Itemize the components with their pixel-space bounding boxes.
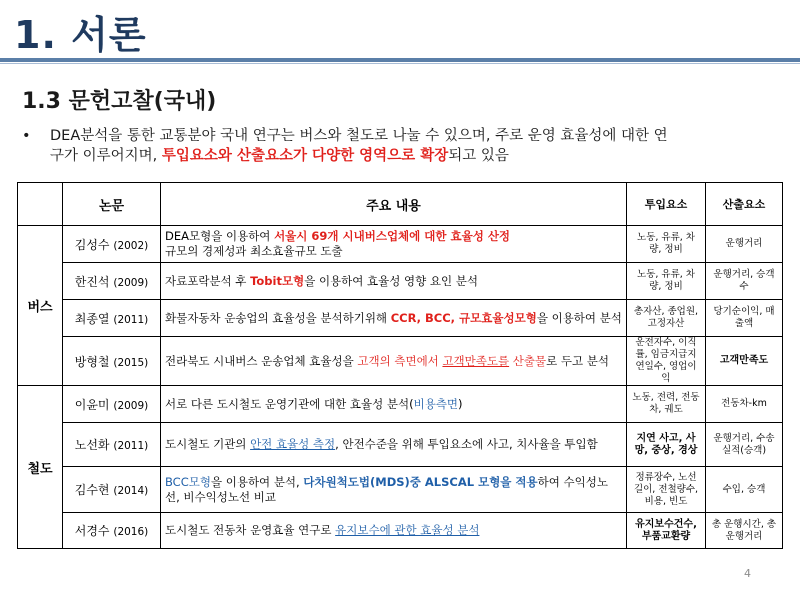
paper-cell <box>63 386 161 423</box>
output-cell: 운행거리 <box>706 226 783 263</box>
input-cell: 노동, 전력, 전동차, 궤도 <box>627 386 706 423</box>
output-cell: 당기순이익, 매출액 <box>706 300 783 337</box>
author: 김수현 <box>74 483 110 497</box>
page-title: 1. 서론 <box>14 13 147 57</box>
content-highlight-underlined: 고객만족도를 <box>442 353 510 368</box>
content-text: 로 두고 분석 <box>546 353 609 368</box>
section-subtitle: 1.3 문헌고찰(국내) <box>22 89 217 114</box>
content-highlight: 유지보수에 관한 효율성 분석 <box>335 523 480 537</box>
paper-cell <box>63 467 161 513</box>
content-cell <box>161 386 627 423</box>
output-cell: 전동차-km <box>706 386 783 423</box>
bullet-dot: • <box>22 128 31 144</box>
header-input: 투입요소 <box>627 183 706 226</box>
content-highlight: 비용측면 <box>413 396 459 411</box>
input-cell: 총자산, 종업원, 고정자산 <box>627 300 706 337</box>
table-header-row <box>18 183 783 226</box>
table-row <box>18 226 783 263</box>
input-cell: 운전자수, 이직률, 임금지급지연일수, 영업이익 <box>627 337 706 386</box>
header-content: 주요 내용 <box>161 183 627 226</box>
content-text: 을 이용하여 효율성 영향 요인 분석 <box>304 273 478 288</box>
year: (2009) <box>113 399 149 412</box>
content-text: 을 이용하여 분석 <box>536 310 622 325</box>
author: 방형철 <box>74 354 110 369</box>
year: (2011) <box>113 440 149 452</box>
paper-cell <box>63 513 161 549</box>
author: 노선화 <box>74 438 110 452</box>
author: 최종열 <box>74 311 110 326</box>
input-cell: 노동, 유류, 차량, 정비 <box>627 226 706 263</box>
output-cell: 운행거리, 수송실적(승객) <box>706 423 783 467</box>
output-cell: 수입, 승객 <box>706 467 783 513</box>
bullet-paragraph <box>22 126 782 166</box>
title-divider-thin <box>0 63 800 64</box>
year: (2009) <box>113 276 149 289</box>
paper-cell <box>63 337 161 386</box>
table-row <box>18 467 783 513</box>
paper-cell <box>63 423 161 467</box>
year: (2011) <box>113 313 149 326</box>
year: (2016) <box>113 526 149 538</box>
content-text: 도시철도 전동차 운영효율 연구로 <box>165 523 336 537</box>
table-row <box>18 263 783 300</box>
content-highlight-bold: 다차원척도법(MDS)중 ALSCAL 모형을 적용 <box>303 474 538 489</box>
output-cell: 고객만족도 <box>706 337 783 386</box>
input-cell: 정류장수, 노선길이, 전철량수, 비용, 빈도 <box>627 467 706 513</box>
content-highlight: Tobit모형 <box>250 273 305 288</box>
paper-cell <box>63 263 161 300</box>
input-cell: 지연 사고, 사망, 중상, 경상 <box>627 423 706 467</box>
table-row <box>18 337 783 386</box>
input-cell: 유지보수건수, 부품교환량 <box>627 513 706 549</box>
content-highlight: BCC모형 <box>165 474 211 489</box>
content-cell <box>161 300 627 337</box>
bullet-line-1: DEA분석을 통한 교통분야 국내 연구는 버스와 철도로 나눌 수 있으며, 주로 운영 효율성에 대한 연 <box>50 128 668 144</box>
content-text: 규모의 경제성과 최소효율규모 도출 <box>165 244 343 258</box>
content-text: ) <box>458 396 463 411</box>
author: 한진석 <box>74 274 110 289</box>
content-text: , 안전수준을 위해 투입요소에 사고, 치사율을 투입함 <box>335 437 598 451</box>
input-cell: 노동, 유류, 차량, 정비 <box>627 263 706 300</box>
literature-table <box>17 182 783 549</box>
year: (2015) <box>113 356 149 369</box>
table-row <box>18 423 783 467</box>
content-cell <box>161 263 627 300</box>
page-number: 4 <box>744 567 751 580</box>
content-text: 자료포락분석 후 <box>165 273 251 288</box>
content-highlight: CCR, BCC, 규모효율성모형 <box>390 310 537 325</box>
group-rail: 철도 <box>18 386 63 549</box>
header-group <box>18 183 63 226</box>
bullet-line-2-pre: 구가 이루어지며, <box>50 148 162 164</box>
bullet-emphasis: 투입요소와 산출요소가 다양한 영역으로 확장 <box>161 148 449 164</box>
content-cell <box>161 423 627 467</box>
content-highlight: 고객의 측면에서 <box>357 353 443 368</box>
table-row <box>18 300 783 337</box>
content-cell <box>161 467 627 513</box>
title-divider <box>0 58 800 62</box>
year: (2002) <box>113 239 149 252</box>
content-cell <box>161 513 627 549</box>
table-row <box>18 386 783 423</box>
paper-cell <box>63 300 161 337</box>
output-cell: 운행거리, 승객수 <box>706 263 783 300</box>
content-text: 화물자동차 운송업의 효율성을 분석하기위해 <box>165 310 391 325</box>
bullet-text <box>50 126 782 166</box>
bullet-line-2-post: 되고 있음 <box>448 148 509 164</box>
table-row <box>18 513 783 549</box>
year: (2014) <box>113 485 149 497</box>
header-paper: 논문 <box>63 183 161 226</box>
content-text: 전라북도 시내버스 운송업체 효율성을 <box>165 353 358 368</box>
content-cell <box>161 337 627 386</box>
author: 김성수 <box>74 237 110 252</box>
content-highlight: 서울시 69개 시내버스업체에 대한 효율성 산정 <box>274 229 511 243</box>
content-text: 하여 수익성노선, 비수익성노선 비교 <box>165 474 608 504</box>
author: 이윤미 <box>74 397 110 412</box>
group-bus: 버스 <box>18 226 63 386</box>
author: 서경수 <box>74 524 110 538</box>
output-cell: 총 운행시간, 총운행거리 <box>706 513 783 549</box>
content-cell <box>161 226 627 263</box>
content-text: 도시철도 기관의 <box>165 437 251 451</box>
content-highlight: 산출물 <box>509 353 547 368</box>
content-highlight: 안전 효율성 측정 <box>250 437 336 451</box>
content-text: 서로 다른 도시철도 운영기관에 대한 효율성 분석( <box>165 396 414 411</box>
paper-cell <box>63 226 161 263</box>
content-text: DEA모형을 이용하여 <box>165 229 275 243</box>
content-text: 을 이용하여 분석, <box>210 474 304 489</box>
header-output: 산출요소 <box>706 183 783 226</box>
